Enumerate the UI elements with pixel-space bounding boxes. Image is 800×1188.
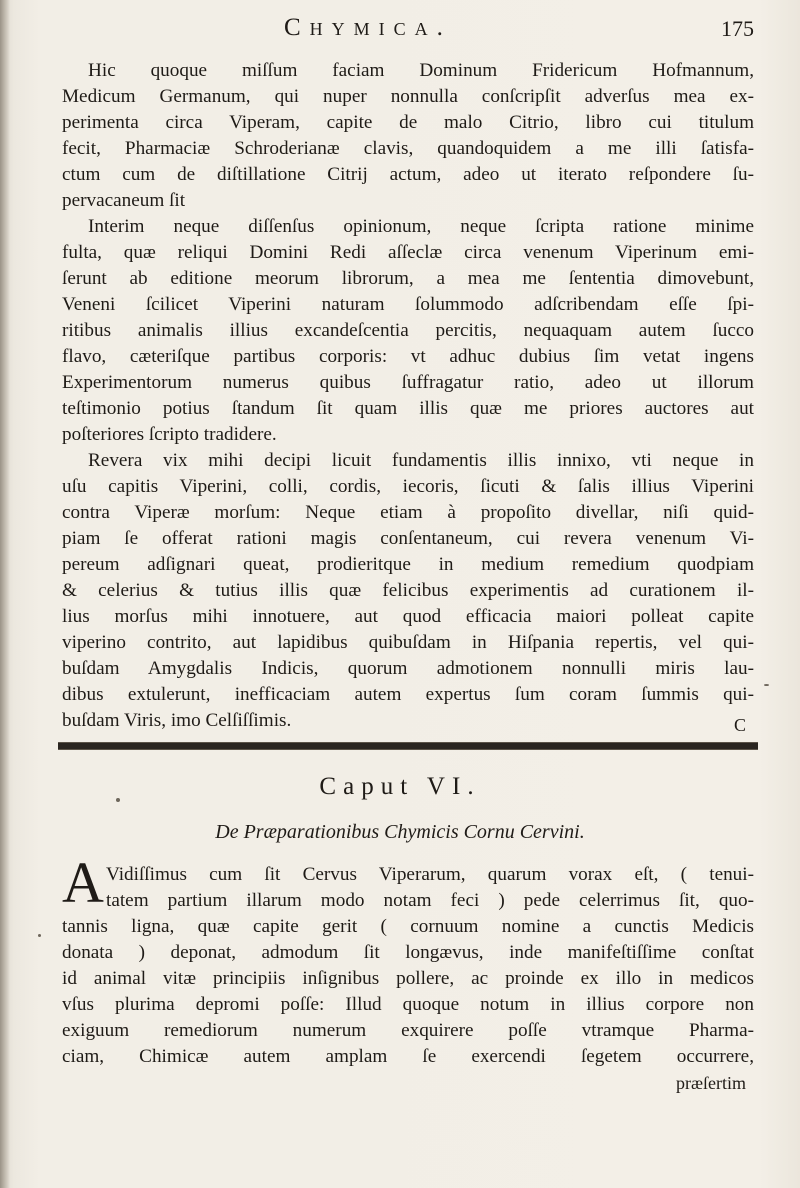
- drop-cap: A: [62, 850, 104, 915]
- text-line: dibus extulerunt, inefficaciam autem expertus ſum coram ſummis qui-: [62, 684, 754, 705]
- text-line: exiguum remediorum numerum exquirere poſſe vtramque Pharma-: [62, 1020, 754, 1041]
- text-line: vſus plurima depromi poſſe: Illud quoque notum in illius corpore non: [62, 994, 754, 1015]
- chapter-paragraph: [62, 862, 754, 1070]
- text-line: pervacaneum ſit: [62, 190, 186, 211]
- ornamental-rule: [58, 742, 758, 750]
- ink-speck: [38, 934, 41, 937]
- text-line: id animal vitæ principiis inſignibus pollere, ac proinde ex illo in medicos: [62, 968, 754, 989]
- paragraph-2: [62, 214, 754, 448]
- running-title: Chymica.: [284, 14, 452, 41]
- text-line: Medicum Germanum, qui nuper nonnulla conſcripſit adverſus mea ex-: [62, 86, 754, 107]
- catchword-line: [62, 712, 754, 738]
- text-line: contra Viperæ morſum: Neque etiam à propoſito divellar, niſi quid-: [62, 502, 754, 523]
- text-line: flavo, cæteriſque partibus corporis: vt adhuc dubius ſim vetat ingens: [62, 346, 754, 367]
- text-line: perimenta circa Viperam, capite de malo Citrio, libro cui titulum: [62, 112, 754, 133]
- binding-shadow: [0, 0, 10, 1188]
- text-line: fulta, quæ reliqui Domini Redi aſſeclæ circa venenum Viperinum emi-: [62, 242, 754, 263]
- page-number: 175: [721, 16, 754, 41]
- text-line: uſu capitis Viperini, colli, cordis, iecoris, ſicuti & ſalis illius Viperini: [62, 476, 754, 497]
- text-line: donata ) deponat, admodum ſit longævus, inde manifeſtiſſime conſtat: [62, 942, 754, 963]
- catchword-line: [62, 1070, 754, 1096]
- page-header: [60, 14, 760, 50]
- text-line: pereum adſignari queat, prodieritque in medium remedium quodpiam: [62, 554, 754, 575]
- paragraph-3: [62, 448, 754, 734]
- text-line: Interim neque diſſenſus opinionum, neque ſcripta ratione minime: [88, 216, 754, 237]
- text-line: Hic quoque miſſum faciam Dominum Fridericum Hofmannum,: [88, 60, 754, 81]
- text-line: ſerunt ab editione meorum librorum, a mea me ſententia dimovebunt,: [62, 268, 754, 289]
- text-line: fecit, Pharmaciæ Schroderianæ clavis, quandoquidem a me illi ſatisfa-: [62, 138, 754, 159]
- chapter-subtitle: De Præparationibus Chymicis Cornu Cervini.: [215, 821, 585, 843]
- text-line: tatem partium illarum modo notam feci ) pede celerrimus ſit, quo-: [106, 890, 754, 911]
- catchword: præſertim: [676, 1073, 746, 1093]
- text-line: buſdam Viris, imo Celſiſſimis.: [62, 710, 292, 731]
- catchword: C: [733, 715, 746, 735]
- text-line: teſtimonio potius ſtandum ſit quam illis quæ me priores auctores aut: [62, 398, 754, 419]
- text-line: Veneni ſcilicet Viperini naturam ſolummodo adſcribendam eſſe ſpi-: [62, 294, 754, 315]
- text-line: piam ſe offerat rationi magis conſentaneum, cui revera venenum Vi-: [62, 528, 754, 549]
- text-line: Revera vix mihi decipi licuit fundamentis illis innixo, vti neque in: [88, 450, 754, 471]
- text-line: tannis ligna, quæ capite gerit ( cornuum nomine a cunctis Medicis: [62, 916, 754, 937]
- paragraph-1: [62, 58, 754, 214]
- text-line: ciam, Chimicæ autem amplam ſe exercendi ſegetem occurrere,: [62, 1046, 754, 1067]
- text-line: ctum cum de diſtillatione Citrij actum, adeo ut iterato reſpondere ſu-: [62, 164, 754, 185]
- text-line: & celerius & tutius illis quæ felicibus experimentis ad curationem il-: [62, 580, 754, 601]
- chapter-heading: Caput VI.: [319, 773, 481, 800]
- text-line: Vidiſſimus cum ſit Cervus Viperarum, quarum vorax eſt, ( tenui-: [106, 864, 754, 885]
- ink-speck: [116, 798, 120, 802]
- ink-speck: [764, 684, 769, 686]
- text-line: Experimentorum numerus quibus ſuffragatur ratio, adeo ut illorum: [62, 372, 754, 393]
- text-line: viperino contrito, aut lapidibus quibuſdam in Hiſpania repertis, vel qui-: [62, 632, 754, 653]
- text-line: buſdam Amygdalis Indicis, quorum admotionem nonnulli miris lau-: [62, 658, 754, 679]
- text-line: poſteriores ſcripto tradidere.: [62, 424, 277, 445]
- text-line: lius morſus mihi innotuere, aut quod efficacia maiori polleat capite: [62, 606, 754, 627]
- text-line: ritibus animalis illius excandeſcentia percitis, nequaquam autem ſucco: [62, 320, 754, 341]
